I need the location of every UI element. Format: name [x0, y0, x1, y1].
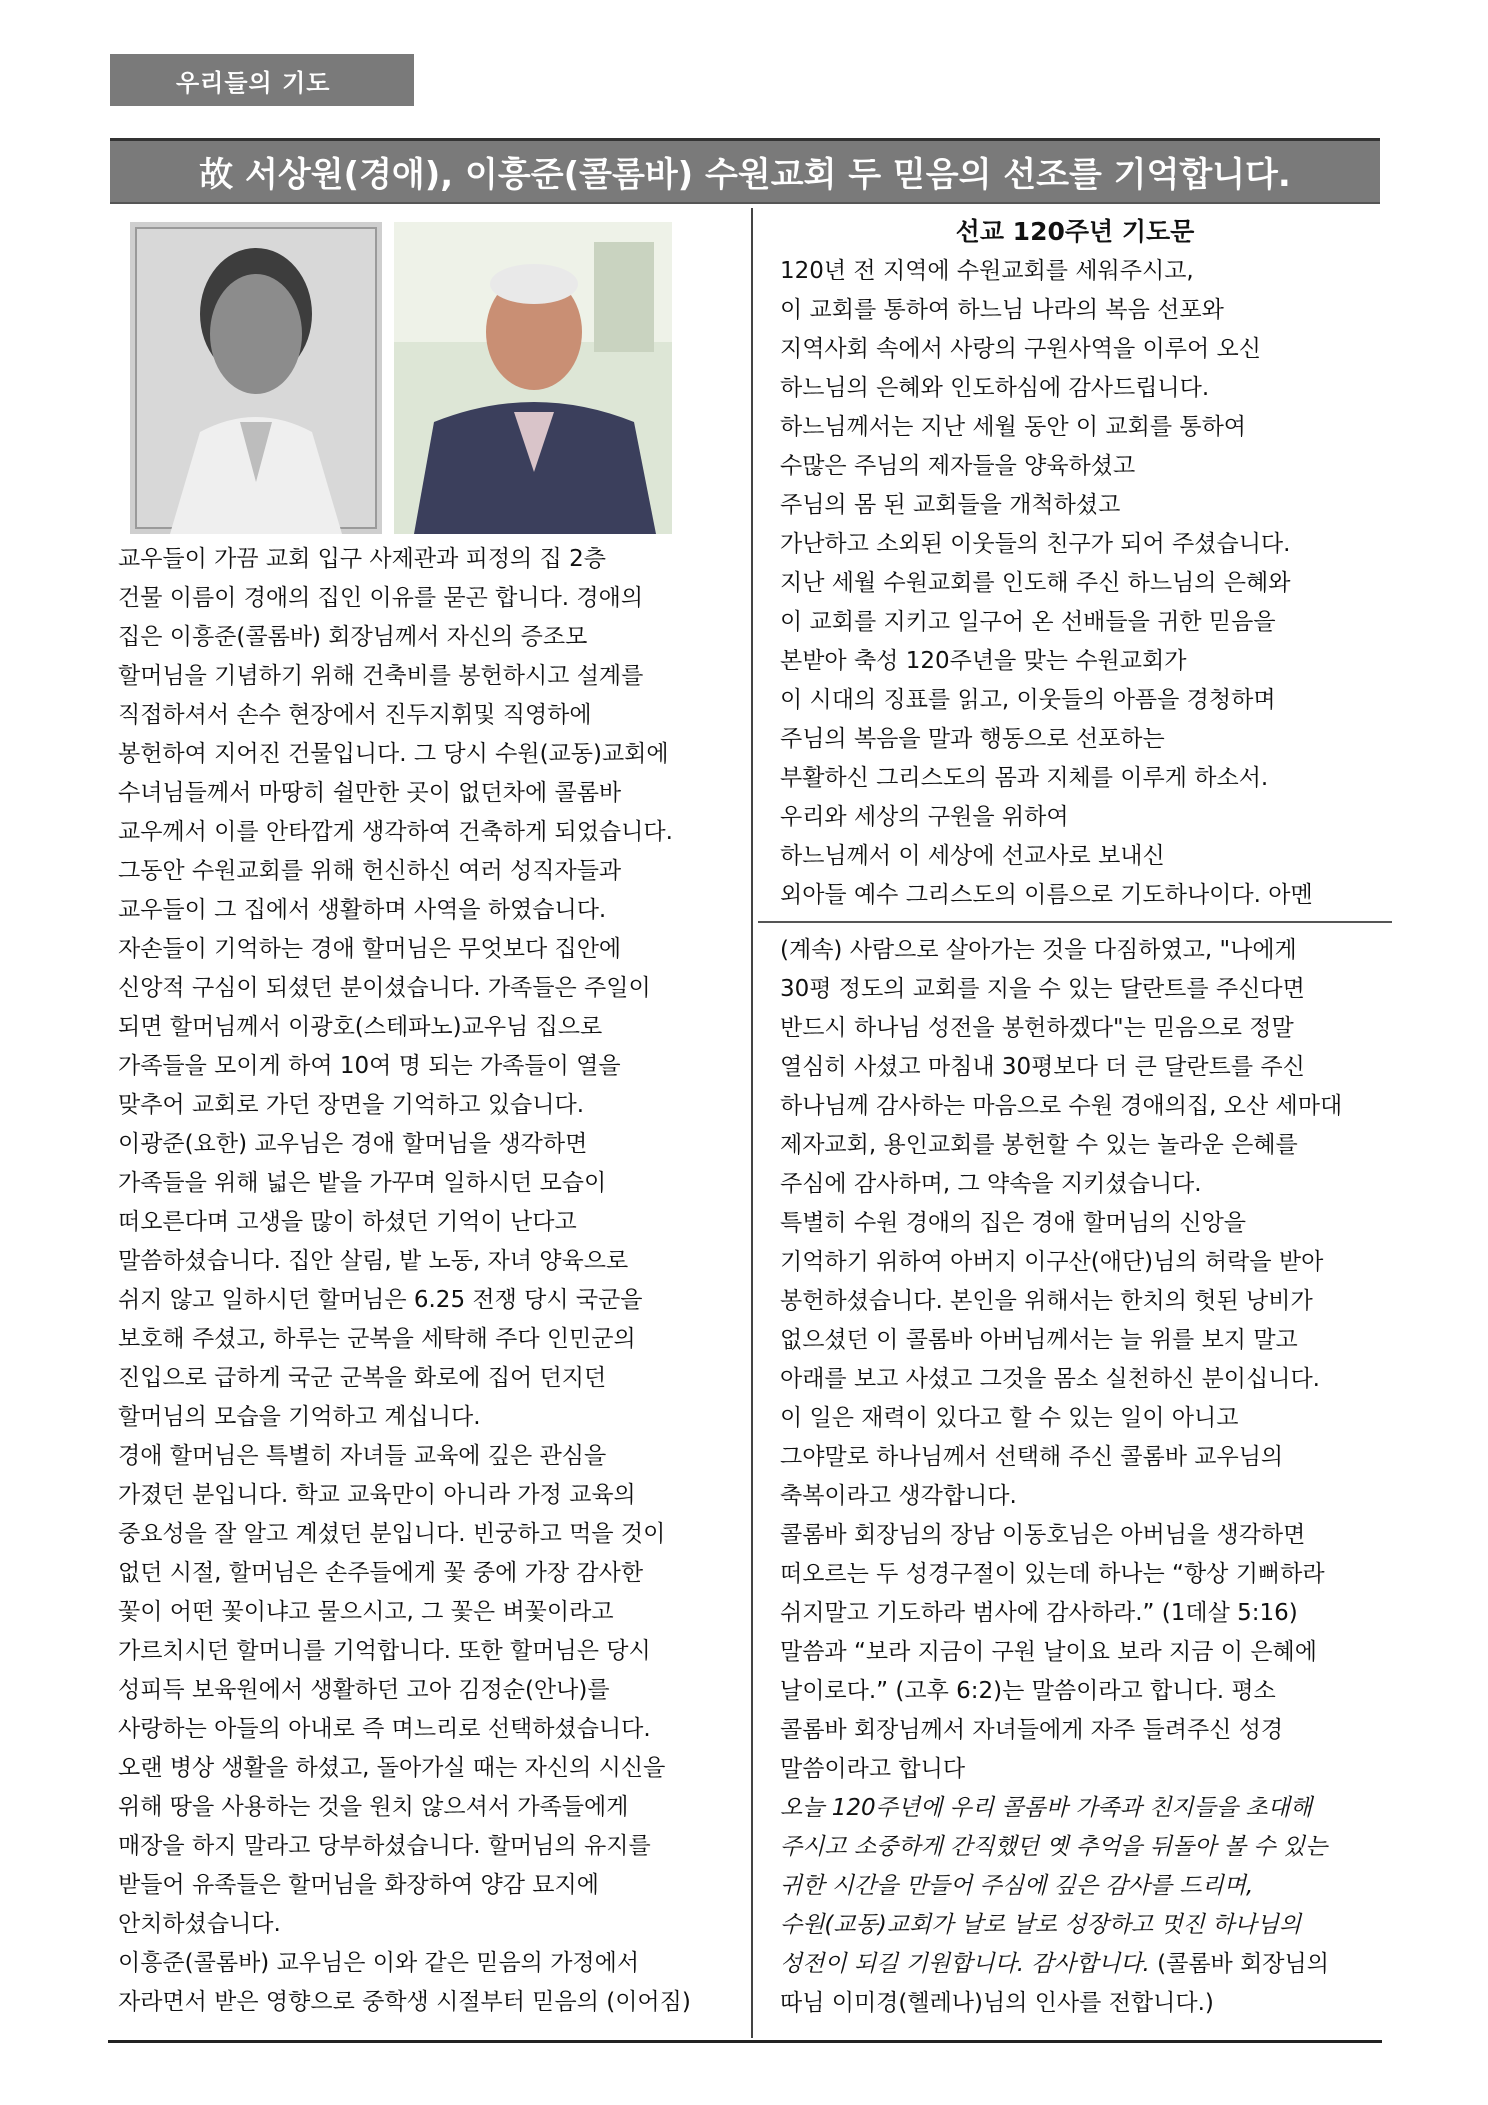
text-line: 부활하신 그리스도의 몸과 지체를 이루게 하소서. — [780, 765, 1269, 791]
text-line: 콜롬바 회장님께서 자녀들에게 자주 들려주신 성경 — [780, 1717, 1284, 1743]
text-line: 본받아 축성 120주년을 맞는 수원교회가 — [780, 648, 1187, 674]
text-line: 수녀님들께서 마땅히 쉴만한 곳이 없던차에 콜롬바 — [118, 780, 622, 806]
text-line: 귀한 시간을 만들어 주심에 깊은 감사를 드리며, — [780, 1873, 1254, 1899]
text-line: 신앙적 구심이 되셨던 분이셨습니다. 가족들은 주일이 — [118, 975, 651, 1001]
text-line: 기억하기 위하여 아버지 이구산(애단)님의 허락을 받아 — [780, 1249, 1324, 1275]
text-line: 성피득 보육원에서 생활하던 고아 김정순(안나)를 — [118, 1677, 610, 1703]
text-line: 이 교회를 통하여 하느님 나라의 복음 선포와 — [780, 297, 1224, 323]
text-line: 안치하셨습니다. — [118, 1911, 281, 1937]
article-right-column — [780, 212, 1370, 2023]
text-line: 이 일은 재력이 있다고 할 수 있는 일이 아니고 — [780, 1405, 1239, 1431]
text-line: 쉬지말고 기도하라 범사에 감사하라.” (1데살 5:16) — [780, 1600, 1298, 1626]
prayer-title: 선교 120주년 기도문 — [955, 217, 1195, 246]
text-line: 경애 할머님은 특별히 자녀들 교육에 깊은 관심을 — [118, 1443, 607, 1469]
text-line: 꽃이 어떤 꽃이냐고 물으시고, 그 꽃은 벼꽃이라고 — [118, 1599, 614, 1625]
text-line: 이 시대의 징표를 읽고, 이웃들의 아픔을 경청하며 — [780, 687, 1276, 713]
text-line: 주시고 소중하게 간직했던 옛 추억을 뒤돌아 볼 수 있는 — [780, 1834, 1328, 1860]
text-line: 직접하셔서 손수 현장에서 진두지휘및 직영하에 — [118, 702, 592, 728]
text-line: 120년 전 지역에 수원교회를 세워주시고, — [780, 258, 1194, 284]
text-line: 하느님께서 이 세상에 선교사로 보내신 — [780, 843, 1165, 869]
text-line: 가졌던 분입니다. 학교 교육만이 아니라 가정 교육의 — [118, 1482, 636, 1508]
text-line: 지난 세월 수원교회를 인도해 주신 하느님의 은혜와 — [780, 570, 1291, 596]
text-line: 외아들 예수 그리스도의 이름으로 기도하나이다. 아멘 — [780, 882, 1313, 908]
text-line: 그동안 수원교회를 위해 헌신하신 여러 성직자들과 — [118, 858, 622, 884]
text-line: 봉헌하여 지어진 건물입니다. 그 당시 수원(교동)교회에 — [118, 741, 669, 767]
closing-note-start: (콜롬바 회장님의 — [1149, 1951, 1329, 1977]
text-line: 이광준(요한) 교우님은 경애 할머님을 생각하면 — [118, 1131, 588, 1157]
text-line: 가족들을 위해 넓은 밭을 가꾸며 일하시던 모습이 — [118, 1170, 607, 1196]
closing-note — [780, 1984, 1370, 2023]
text-line: 제자교회, 용인교회를 봉헌할 수 있는 놀라운 은혜를 — [780, 1132, 1298, 1158]
text-line: 그야말로 하나님께서 선택해 주신 콜롬바 교우님의 — [780, 1444, 1284, 1470]
text-line: 가르치시던 할머니를 기억합니다. 또한 할머님은 당시 — [118, 1638, 651, 1664]
text-line: 반드시 하나님 성전을 봉헌하겠다"는 믿음으로 정말 — [780, 1015, 1294, 1041]
text-line: 날이로다.” (고후 6:2)는 말씀이라고 합니다. 평소 — [780, 1678, 1276, 1704]
article-left-column — [118, 540, 733, 2022]
text-line: 떠오른다며 고생을 많이 하셨던 기억이 난다고 — [118, 1209, 577, 1235]
prayer-divider — [758, 921, 1392, 923]
text-line: 쉬지 않고 일하시던 할머님은 6.25 전쟁 당시 국군을 — [118, 1287, 643, 1313]
text-line: 열심히 사셨고 마침내 30평보다 더 큰 달란트를 주신 — [780, 1054, 1305, 1080]
text-line: 교우들이 가끔 교회 입구 사제관과 피정의 집 2층 — [118, 546, 606, 572]
text-line: 30평 정도의 교회를 지을 수 있는 달란트를 주신다면 — [780, 976, 1305, 1002]
text-line: 보호해 주셨고, 하루는 군복을 세탁해 주다 인민군의 — [118, 1326, 636, 1352]
page-title: 故 서상원(경애), 이흥준(콜롬바) 수원교회 두 믿음의 선조를 기억합니다. — [110, 138, 1380, 204]
text-line: 위해 땅을 사용하는 것을 원치 않으셔서 가족들에게 — [118, 1794, 629, 1820]
text-line: (계속) 사람으로 살아가는 것을 다짐하였고, "나에게 — [780, 937, 1297, 963]
text-line: 자손들이 기억하는 경애 할머님은 무엇보다 집안에 — [118, 936, 622, 962]
text-line: 할머님을 기념하기 위해 건축비를 봉헌하시고 설계를 — [118, 663, 644, 689]
section-tab: 우리들의 기도 — [110, 54, 414, 106]
text-line: 주님의 몸 된 교회들을 개척하셨고 — [780, 492, 1121, 518]
text-line: 특별히 수원 경애의 집은 경애 할머님의 신앙을 — [780, 1210, 1247, 1236]
italic-line-tail: 성전이 되길 기원합니다. 감사합니다. — [780, 1951, 1150, 1977]
text-line: 우리와 세상의 구원을 위하여 — [780, 804, 1069, 830]
text-line: 하나님께 감사하는 마음으로 수원 경애의집, 오산 세마대 — [780, 1093, 1343, 1119]
text-line: 오늘 120주년에 우리 콜롬바 가족과 친지들을 초대해 — [780, 1795, 1313, 1821]
text-line: 집은 이흥준(콜롬바) 회장님께서 자신의 증조모 — [118, 624, 588, 650]
column-divider — [751, 208, 753, 2038]
text-line: 맞추어 교회로 가던 장면을 기억하고 있습니다. — [118, 1092, 585, 1118]
photo-seo-sangwon — [130, 222, 382, 534]
text-line: 아래를 보고 사셨고 그것을 몸소 실천하신 분이십니다. — [780, 1366, 1320, 1392]
text-line: 받들어 유족들은 할머님을 화장하여 양감 묘지에 — [118, 1872, 599, 1898]
text-line: 주님의 복음을 말과 행동으로 선포하는 — [780, 726, 1165, 752]
text-line: 교우들이 그 집에서 생활하며 사역을 하였습니다. — [118, 897, 607, 923]
text-line: 지역사회 속에서 사랑의 구원사역을 이루어 오신 — [780, 336, 1261, 362]
text-line: 이흥준(콜롬바) 교우님은 이와 같은 믿음의 가정에서 — [118, 1950, 640, 1976]
text-line: 주심에 감사하며, 그 약속을 지키셨습니다. — [780, 1171, 1202, 1197]
text-line: 오랜 병상 생활을 하셨고, 돌아가실 때는 자신의 시신을 — [118, 1755, 666, 1781]
photo-lee-heungjun — [394, 222, 672, 534]
text-line: 없으셨던 이 콜롬바 아버님께서는 늘 위를 보지 말고 — [780, 1327, 1298, 1353]
text-line: 말씀이라고 합니다 — [780, 1756, 966, 1782]
text-line: 떠오르는 두 성경구절이 있는데 하나는 “항상 기뻐하라 — [780, 1561, 1325, 1587]
bottom-rule — [108, 2040, 1382, 2043]
text-line: 중요성을 잘 알고 계셨던 분입니다. 빈궁하고 먹을 것이 — [118, 1521, 666, 1547]
text-line: 없던 시절, 할머님은 손주들에게 꽃 중에 가장 감사한 — [118, 1560, 644, 1586]
text-line: 수원(교동)교회가 날로 날로 성장하고 멋진 하나님의 — [780, 1912, 1302, 1938]
text-line: 진입으로 급하게 국군 군복을 화로에 집어 던지던 — [118, 1365, 607, 1391]
portrait-woman-image — [130, 222, 382, 534]
text-line: 할머님의 모습을 기억하고 계십니다. — [118, 1404, 481, 1430]
text-line: 축복이라고 생각합니다. — [780, 1483, 1017, 1509]
text-line: 수많은 주님의 제자들을 양육하셨고 — [780, 453, 1136, 479]
text-line: 하느님께서는 지난 세월 동안 이 교회를 통하여 — [780, 414, 1247, 440]
text-line: 하느님의 은혜와 인도하심에 감사드립니다. — [780, 375, 1210, 401]
text-line: 교우께서 이를 안타깝게 생각하여 건축하게 되었습니다. — [118, 819, 673, 845]
text-line: 이 교회를 지키고 일구어 온 선배들을 귀한 믿음을 — [780, 609, 1276, 635]
closing-note-end: 따님 이미경(헬레나)님의 인사를 전합니다.) — [780, 1990, 1214, 2016]
portrait-man-image — [394, 222, 672, 534]
text-line: 봉헌하셨습니다. 본인을 위해서는 한치의 헛된 낭비가 — [780, 1288, 1313, 1314]
text-line: 사랑하는 아들의 아내로 즉 며느리로 선택하셨습니다. — [118, 1716, 651, 1742]
text-line: 말씀과 “보라 지금이 구원 날이요 보라 지금 이 은혜에 — [780, 1639, 1317, 1665]
text-line: 콜롬바 회장님의 장남 이동호님은 아버님을 생각하면 — [780, 1522, 1306, 1548]
prayer-body — [780, 252, 1370, 915]
text-line: 되면 할머님께서 이광호(스테파노)교우님 집으로 — [118, 1014, 603, 1040]
text-line — [780, 1945, 1370, 1984]
text-line: 말씀하셨습니다. 집안 살림, 밭 노동, 자녀 양육으로 — [118, 1248, 629, 1274]
closing-italic-text — [780, 1789, 1370, 1984]
text-line: 가족들을 모이게 하여 10여 명 되는 가족들이 열을 — [118, 1053, 621, 1079]
text-line: 매장을 하지 말라고 당부하셨습니다. 할머님의 유지를 — [118, 1833, 651, 1859]
text-line: 가난하고 소외된 이웃들의 친구가 되어 주셨습니다. — [780, 531, 1291, 557]
continued-text — [780, 931, 1370, 1789]
text-line: 건물 이름이 경애의 집인 이유를 묻곤 합니다. 경애의 — [118, 585, 644, 611]
text-line: 자라면서 받은 영향으로 중학생 시절부터 믿음의 (이어짐) — [118, 1989, 691, 2015]
